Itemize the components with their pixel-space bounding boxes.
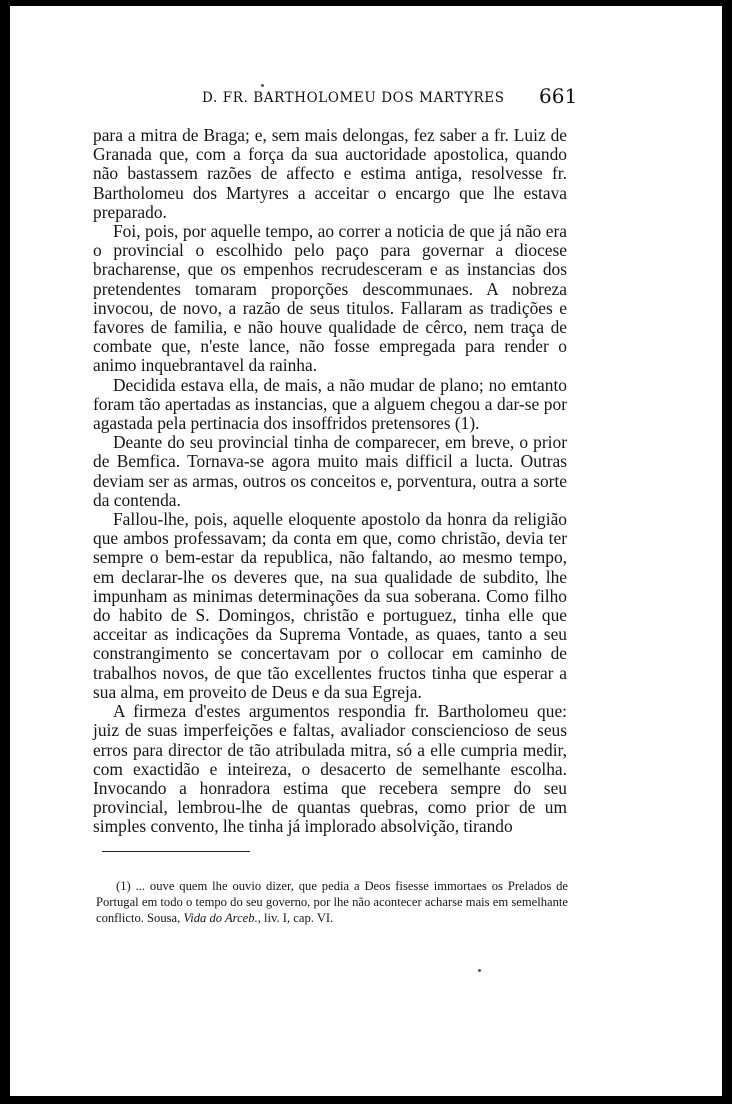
footnote-citation-ref: liv. I, cap. VI. [264, 911, 334, 925]
paragraph-6: A firmeza d'estes argumentos respondia fr. Bartholomeu que: juiz de suas imperfeições e faltas, avaliador consciencioso de seus erros para director de tão atribulada mitra, só a elle cumpria medir, com exactidão e inteireza, o desacerto de semelhante escolha. Invocando a honradora estima que recebera sempre do seu provincial, lembrou-lhe de quantas quebras, como prior de um simples convento, lhe tinha já implorado absolvição, tirando [93, 701, 567, 837]
paragraph-2: Foi, pois, por aquelle tempo, ao correr a noticia de que já não era o provincial o escolhido pelo paço para governar a diocese bracharense, que os empenhos recrudesceram e as instancias dos pretendentes tomaram proporções descommunaes. A nobreza invocou, de novo, a razão de seus titulos. Fallaram as tradições e favores de familia, e não houve qualidade de cêrco, nem traça de combate que, n'este lance, não fosse empregada para render o animo inquebrantavel da rainha. [93, 221, 567, 376]
book-page [10, 6, 722, 1096]
paragraph-4: Deante do seu provincial tinha de comparecer, em breve, o prior de Bemfica. Tornava-se agora muito mais difficil a lucta. Outras deviam ser as armas, outros os conceitos e, porventura, outra a sorte da contenda. [93, 432, 567, 510]
paragraph-3: Decidida estava ella, de mais, a não mudar de plano; no emtanto foram tão apertadas as instancias, que a alguem chegou a dar-se por agastada pela pertinacia dos insoffridos pretensores (1). [93, 374, 567, 434]
footnote-divider [102, 851, 250, 852]
page-number: 661 [539, 84, 578, 108]
footnote-citation-title: Vida do Arceb., [183, 911, 261, 925]
footnote [96, 878, 568, 926]
main-text [93, 126, 567, 837]
footnote-marker: (1) [116, 879, 131, 893]
paragraph-5: Fallou-lhe, pois, aquelle eloquente apostolo da honra da religião que ambos professavam; da conta em que, como christão, devia ter sempre o bem-estar da republica, não faltando, ao mesmo tempo, em declarar-lhe os deveres que, na sua qualidade de subdito, lhe impunham as minimas determinações da sua soberana. Como filho do habito de S. Domingos, christão e portuguez, tinha elle que acceitar as indicações da Suprema Vontade, as quaes, tanto a seu constrangimento se concertavam por o collocar em caminho de trabalhos novos, de que tão excellentes fructos tinha que esperar a sua alma, em proveito de Deus e da sua Egreja. [93, 509, 567, 702]
paper-speck [261, 84, 264, 87]
paragraph-1: para a mitra de Braga; e, sem mais delongas, fez saber a fr. Luiz de Granada que, com a força da sua auctoridade apostolica, quando não bastassem razões de affecto e estima antiga, resolvesse fr. Bartholomeu dos Martyres a acceitar o encargo que lhe estava preparado. [93, 125, 567, 222]
running-title: D. FR. BARTHOLOMEU DOS MARTYRES [202, 90, 505, 106]
paper-speck [478, 969, 481, 972]
page-header [10, 84, 722, 114]
footnote-text: ... ouve quem lhe ouvio dizer, que pedia a Deos fisesse immortaes os Prelados de Portugal em todo o tempo do seu governo, por lhe não acontecer acharse mais em semelhante conflicto. Sousa, [96, 879, 568, 925]
